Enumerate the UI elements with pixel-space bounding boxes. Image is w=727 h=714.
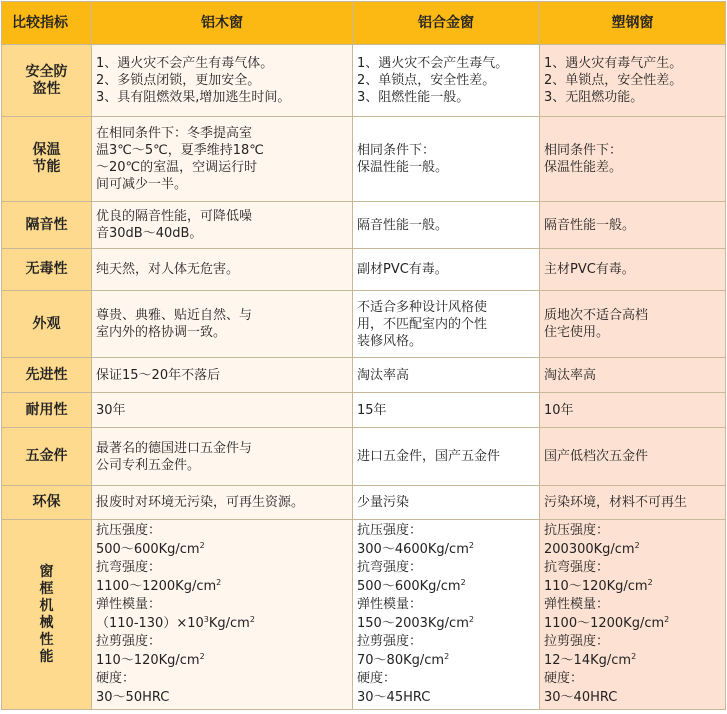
aluminum-cell (353, 202, 540, 249)
category-char: 性 (39, 631, 54, 648)
row-category: 无毒性 (2, 249, 92, 291)
wood-cell (92, 291, 353, 358)
category-char: 机 (39, 597, 54, 614)
cell-line: 污染环境，材料不可再生 (544, 495, 688, 510)
superscript: 2 (460, 577, 466, 587)
spec-text: 抗压强度： (96, 523, 162, 538)
table-row (2, 291, 726, 358)
header-indicator: 比较指标 (2, 2, 92, 45)
spec-text: 30～45HRC (357, 689, 431, 705)
cell-line: 纯天然，对人体无危害。 (96, 262, 240, 277)
pvc-cell (540, 393, 726, 428)
wood-cell (92, 117, 353, 202)
cell-line: 相同条件下： (357, 143, 436, 158)
pvc-cell (540, 520, 726, 710)
cell-line: ～20℃的室温，空调运行时 (96, 160, 258, 175)
spec-text: 500～600Kg/cm (357, 578, 461, 594)
table-row (2, 45, 726, 117)
spec-text: 抗弯强度： (544, 560, 610, 575)
row-category: 先进性 (2, 358, 92, 393)
cell-line: 副材PVC有毒。 (357, 262, 448, 277)
pvc-cell (540, 291, 726, 358)
pvc-cell (540, 45, 726, 117)
spec-line (96, 652, 348, 671)
spec-text: Kg/cm (208, 615, 250, 631)
spec-text: 12～14Kg/cm (544, 652, 632, 668)
cell-line: 1、遇火灾不会产生毒气。 (357, 56, 509, 71)
spec-text: 拉剪强度： (544, 634, 610, 649)
cell-line: 进口五金件，国产五金件 (357, 449, 501, 464)
spec-line (544, 522, 721, 541)
spec-text: 抗弯强度： (96, 560, 162, 575)
spec-line (96, 596, 348, 615)
spec-line (357, 578, 535, 597)
table-row (2, 393, 726, 428)
spec-text: 弹性模量： (357, 597, 423, 612)
spec-text: 弹性模量： (544, 597, 610, 612)
row-category: 五金件 (2, 428, 92, 486)
spec-line (96, 670, 348, 689)
spec-line (544, 596, 721, 615)
cell-line: 3、具有阻燃效果,增加逃生时间。 (96, 90, 291, 105)
cell-line: 保证15～20年不落后 (96, 367, 221, 383)
cell-line: 室内外的格协调一致。 (96, 325, 227, 340)
spec-text: 1100～1200Kg/cm (544, 615, 665, 631)
table-row-mechanical (2, 520, 726, 710)
row-category (2, 117, 92, 202)
superscript: 2 (249, 614, 255, 624)
superscript: 2 (199, 540, 205, 550)
superscript: 2 (468, 540, 474, 550)
spec-line (96, 559, 348, 578)
spec-text: 70～80Kg/cm (357, 652, 445, 668)
cell-line: 2、单锁点，安全性差。 (544, 73, 683, 88)
spec-line (96, 615, 348, 634)
cell-line: 报废时对环境无污染，可再生资源。 (96, 495, 305, 510)
spec-text: 抗压强度： (357, 523, 423, 538)
spec-text: 300～4600Kg/cm (357, 541, 469, 557)
pvc-cell (540, 117, 726, 202)
spec-line (357, 615, 535, 634)
cell-line: 国产低档次五金件 (544, 449, 649, 464)
spec-text: 30～40HRC (544, 689, 618, 705)
spec-text: 30～50HRC (96, 689, 170, 705)
cell-line: 装修风格。 (357, 333, 423, 349)
cell-line: 在相同条件下：冬季提高室 (96, 126, 253, 141)
category-char: 能 (39, 648, 54, 665)
spec-text: 抗弯强度： (357, 560, 423, 575)
aluminum-cell (353, 45, 540, 117)
cell-line: 10年 (544, 402, 574, 418)
spec-line (357, 670, 535, 689)
row-category (2, 45, 92, 117)
wood-cell (92, 249, 353, 291)
aluminum-cell (353, 117, 540, 202)
category-label: 保温节能 (32, 142, 61, 175)
superscript: 2 (647, 577, 653, 587)
spec-line (357, 596, 535, 615)
spec-text: 拉剪强度： (357, 634, 423, 649)
pvc-cell (540, 249, 726, 291)
table-row (2, 202, 726, 249)
cell-line: 尊贵、典雅、贴近自然、与 (96, 308, 253, 323)
row-category: 耐用性 (2, 393, 92, 428)
cell-line: 15年 (357, 402, 387, 418)
spec-line (544, 633, 721, 652)
row-category (2, 520, 92, 710)
spec-text: 1100～1200Kg/cm (96, 578, 217, 594)
pvc-cell (540, 486, 726, 520)
spec-line (544, 559, 721, 578)
spec-text: 110～120Kg/cm (96, 652, 200, 668)
comparison-table (1, 1, 726, 710)
cell-line: 3、阻燃性能一般。 (357, 90, 470, 105)
cell-line: 少量污染 (357, 495, 410, 510)
spec-text: 硬度： (96, 671, 136, 686)
cell-line: 相同条件下： (544, 143, 623, 158)
superscript: 3 (203, 614, 209, 624)
spec-text: 200300Kg/cm (544, 541, 635, 557)
cell-line: 30年 (96, 402, 126, 418)
wood-cell (92, 520, 353, 710)
cell-line: 温3℃～5℃，夏季维持18℃ (96, 143, 264, 158)
header-wood-window: 铝木窗 (92, 2, 353, 45)
cell-line: 1、遇火灾不会产生有毒气体。 (96, 56, 274, 71)
spec-text: 硬度： (357, 671, 397, 686)
cell-line: 隔音性能一般。 (544, 217, 636, 233)
aluminum-cell (353, 393, 540, 428)
cell-line: 2、单锁点，安全性差。 (357, 73, 496, 88)
spec-line (544, 541, 721, 560)
superscript: 2 (444, 651, 450, 661)
category-char: 框 (39, 580, 54, 597)
table-row (2, 428, 726, 486)
table-row (2, 358, 726, 393)
header-pvc-window: 塑钢窗 (540, 2, 726, 45)
spec-line (544, 689, 721, 708)
superscript: 2 (631, 651, 637, 661)
aluminum-cell (353, 291, 540, 358)
superscript: 2 (199, 651, 205, 661)
cell-line: 1、遇火灾有毒气产生。 (544, 56, 683, 71)
cell-line: 淘汰率高 (544, 367, 597, 383)
spec-line (544, 670, 721, 689)
spec-text: 硬度： (544, 671, 584, 686)
category-char: 械 (39, 614, 54, 631)
spec-line (357, 633, 535, 652)
row-category: 外观 (2, 291, 92, 358)
spec-line (544, 615, 721, 634)
table-row (2, 117, 726, 202)
cell-line: 质地次不适合高档 (544, 308, 649, 323)
superscript: 2 (216, 577, 222, 587)
spec-line (357, 689, 535, 708)
aluminum-cell (353, 428, 540, 486)
spec-line (357, 522, 535, 541)
spec-line (357, 541, 535, 560)
spec-text: 弹性模量： (96, 597, 162, 612)
spec-line (96, 633, 348, 652)
row-category: 隔音性 (2, 202, 92, 249)
category-label: 安全防盗性 (25, 63, 68, 97)
aluminum-cell (353, 520, 540, 710)
spec-line (544, 652, 721, 671)
spec-line (96, 578, 348, 597)
wood-cell (92, 45, 353, 117)
table-row (2, 486, 726, 520)
spec-text: 500～600Kg/cm (96, 541, 200, 557)
aluminum-cell (353, 249, 540, 291)
spec-text: 抗压强度： (544, 523, 610, 538)
cell-line: 主材PVC有毒。 (544, 262, 635, 277)
cell-line: 公司专利五金件。 (96, 457, 201, 473)
cell-line: 住宅使用。 (544, 325, 610, 340)
row-category: 环保 (2, 486, 92, 520)
cell-line: 用，不匹配室内的个性 (357, 316, 488, 332)
cell-line: 淘汰率高 (357, 367, 410, 383)
header-row (2, 2, 726, 45)
aluminum-cell (353, 358, 540, 393)
cell-line: 最著名的德国进口五金件与 (96, 440, 253, 456)
cell-line: 隔音性能一般。 (357, 217, 449, 233)
category-char: 窗 (39, 563, 54, 580)
header-aluminum-window: 铝合金窗 (353, 2, 540, 45)
cell-line: 3、无阻燃功能。 (544, 90, 644, 105)
superscript: 2 (468, 614, 474, 624)
superscript: 2 (634, 540, 640, 550)
spec-text: 150～2003Kg/cm (357, 615, 469, 631)
pvc-cell (540, 358, 726, 393)
wood-cell (92, 358, 353, 393)
cell-line: 音30dB～40dB。 (96, 226, 203, 241)
cell-line: 间可减少一半。 (96, 177, 188, 192)
spec-text: （110-130）×10 (96, 615, 204, 631)
wood-cell (92, 202, 353, 249)
pvc-cell (540, 202, 726, 249)
cell-line: 保温性能差。 (544, 160, 623, 175)
pvc-cell (540, 428, 726, 486)
spec-line (544, 578, 721, 597)
wood-cell (92, 428, 353, 486)
superscript: 2 (664, 614, 670, 624)
cell-line: 保温性能一般。 (357, 160, 449, 175)
cell-line: 优良的隔音性能，可降低噪 (96, 209, 253, 224)
spec-text: 110～120Kg/cm (544, 578, 648, 594)
wood-cell (92, 393, 353, 428)
spec-line (357, 652, 535, 671)
wood-cell (92, 486, 353, 520)
spec-line (96, 689, 348, 708)
spec-line (357, 559, 535, 578)
spec-line (96, 522, 348, 541)
spec-line (96, 541, 348, 560)
cell-line: 2、多锁点闭锁，更加安全。 (96, 73, 261, 88)
table-row (2, 249, 726, 291)
spec-text: 拉剪强度： (96, 634, 162, 649)
cell-line: 不适合多种设计风格使 (357, 299, 488, 315)
aluminum-cell (353, 486, 540, 520)
